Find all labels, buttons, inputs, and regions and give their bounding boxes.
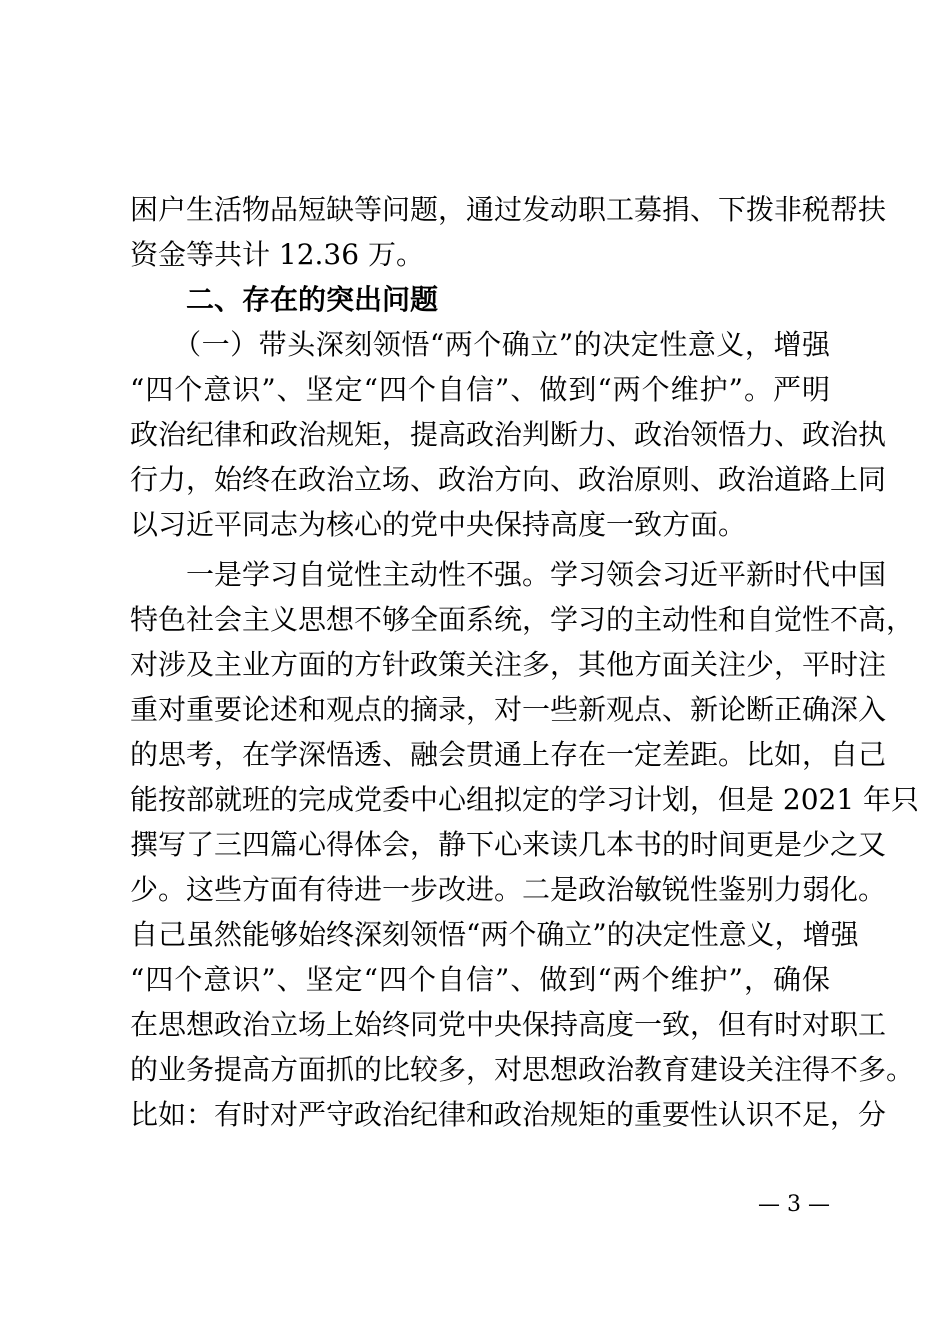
text-line: 困户生活物品短缺等问题，通过发动职工募捐、下拨非税帮扶 [130, 193, 887, 226]
text-line: 在思想政治立场上始终同党中央保持高度一致，但有时对职工 [130, 1008, 887, 1041]
subsection-heading-line: “四个意识”、坚定“四个自信”、做到“两个维护”。严明 [130, 373, 830, 406]
text-line: 一是学习自觉性主动性不强。学习领会习近平新时代中国 [130, 558, 887, 591]
text-line: 的业务提高方面抓的比较多，对思想政治教育建设关注得不多。 [130, 1053, 915, 1086]
text-line: 比如：有时对严守政治纪律和政治规矩的重要性认识不足，分 [130, 1098, 887, 1131]
text-line: 撰写了三四篇心得体会，静下心来读几本书的时间更是少之又 [130, 828, 887, 861]
text-line: 少。这些方面有待进一步改进。二是政治敏锐性鉴别力弱化。 [130, 873, 887, 906]
text-line: 能按部就班的完成党委中心组拟定的学习计划，但是 2021 年只 [130, 783, 920, 816]
text-line: 的思考，在学深悟透、融会贯通上存在一定差距。比如，自己 [130, 738, 887, 771]
subsection-heading-line: （一）带头深刻领悟“两个确立”的决定性意义，增强 [130, 328, 830, 361]
page-number: — 3 — [758, 1192, 830, 1217]
text-line: “四个意识”、坚定“四个自信”、做到“两个维护”，确保 [130, 963, 830, 996]
text-line: 对涉及主业方面的方针政策关注多，其他方面关注少，平时注 [130, 648, 887, 681]
text-line: 资金等共计 12.36 万。 [130, 238, 424, 271]
text-line: 特色社会主义思想不够全面系统，学习的主动性和自觉性不高， [130, 603, 915, 636]
text-line: 自己虽然能够始终深刻领悟“两个确立”的决定性意义，增强 [130, 918, 859, 951]
subsection-heading-line: 政治纪律和政治规矩，提高政治判断力、政治领悟力、政治执 [130, 418, 887, 451]
section-heading: 二、存在的突出问题 [130, 283, 439, 316]
text-line: 重对重要论述和观点的摘录，对一些新观点、新论断正确深入 [130, 693, 887, 726]
subsection-heading-line: 以习近平同志为核心的党中央保持高度一致方面。 [130, 508, 747, 541]
subsection-heading-line: 行力，始终在政治立场、政治方向、政治原则、政治道路上同 [130, 463, 887, 496]
